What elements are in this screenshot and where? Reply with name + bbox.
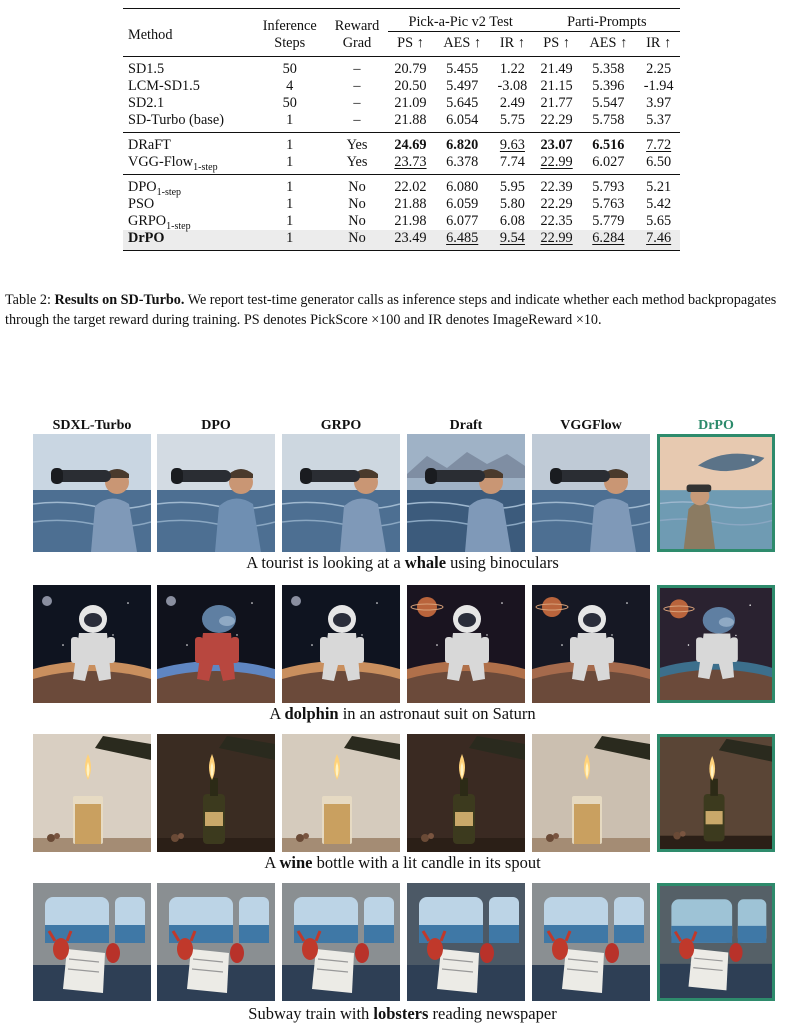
metric-cell (388, 230, 434, 251)
col-head-draft: Draft (449, 418, 483, 433)
metric-value: 5.497 (446, 78, 479, 94)
metric-value: 2.49 (499, 95, 525, 111)
metric-value: 21.77 (540, 95, 573, 111)
grad-cell: No (326, 175, 387, 197)
col-head-vggflow: VGGFlow (560, 418, 622, 433)
metric-value: 7.72 (646, 137, 672, 153)
metric-value: 2.25 (646, 61, 672, 77)
metric-cell (579, 230, 637, 251)
metric-cell (388, 154, 434, 175)
metric-value: 22.99 (540, 154, 573, 170)
method-name: SD2.1 (128, 95, 165, 111)
metric-cell (388, 112, 434, 133)
table-row (123, 196, 680, 213)
prompt-caption (0, 853, 805, 873)
results-table (123, 8, 680, 251)
header-metric: IR ↑ (499, 35, 525, 51)
metric-cell (433, 230, 491, 251)
caption-bold: Results on SD-Turbo. (54, 292, 185, 308)
prompt-text: bottle with a lit candle in its spout (312, 853, 541, 872)
prompt-text: using binoculars (446, 553, 559, 572)
metric-cell (534, 78, 580, 95)
metric-value: -1.94 (643, 78, 674, 94)
metric-value: 6.485 (446, 230, 479, 246)
metric-cell (534, 154, 580, 175)
generated-image (407, 434, 525, 552)
metric-value: 21.15 (540, 78, 573, 94)
generated-image (33, 585, 151, 703)
metric-cell (579, 95, 637, 112)
metric-value: 23.07 (540, 137, 573, 153)
steps-cell: 1 (253, 133, 326, 155)
method-subscript: 1-step (193, 161, 218, 173)
metric-value: 5.37 (646, 112, 672, 128)
method-name: DrPO (128, 230, 165, 246)
metric-value: 6.516 (592, 137, 625, 153)
table-row (123, 112, 680, 133)
metric-cell (637, 133, 680, 155)
steps-cell: 50 (282, 95, 297, 111)
generated-image (33, 734, 151, 852)
generated-image (282, 883, 400, 1001)
generated-image (157, 883, 275, 1001)
metric-value: 24.69 (394, 137, 427, 153)
col-head-drpo: DrPO (698, 418, 734, 433)
header-inference-steps (253, 9, 326, 57)
header-metric: PS ↑ (543, 35, 570, 51)
header-steps-line: Steps (274, 35, 306, 51)
metric-cell (433, 213, 491, 230)
method-name: PSO (128, 196, 155, 212)
header-grad-line: Reward (334, 18, 380, 34)
metric-value: 6.054 (446, 112, 479, 128)
metric-value: 7.46 (646, 230, 672, 246)
generated-image (282, 585, 400, 703)
prompt-caption (0, 704, 805, 724)
method-name: SD1.5 (128, 61, 165, 77)
grad-cell: Yes (346, 154, 368, 170)
metric-cell (534, 196, 580, 213)
caption-text-b: and IR denotes ImageReward (400, 312, 576, 328)
grad-cell: Yes (326, 133, 387, 155)
header-metric: IR ↑ (646, 35, 672, 51)
table-row (123, 133, 680, 155)
generated-image (532, 734, 650, 852)
metric-value: 5.758 (592, 112, 625, 128)
metric-value: 6.027 (592, 154, 625, 170)
metric-value: 22.39 (540, 179, 573, 195)
metric-value: 21.09 (394, 95, 427, 111)
metric-cell (579, 112, 637, 133)
metric-value: 5.358 (592, 61, 625, 77)
grad-cell: – (353, 95, 361, 111)
header-metric: PS ↑ (397, 35, 424, 51)
metric-value: 20.50 (394, 78, 427, 94)
metric-cell (433, 112, 491, 133)
metric-value: 21.88 (394, 112, 427, 128)
steps-cell: 1 (286, 154, 294, 170)
metric-cell (388, 57, 434, 79)
metric-cell (388, 213, 434, 230)
generated-image (407, 734, 525, 852)
metric-value: 6.08 (499, 213, 525, 229)
steps-cell: 1 (253, 230, 326, 251)
generated-image (657, 585, 775, 703)
metric-cell (433, 57, 491, 79)
generated-image (657, 734, 775, 852)
generated-image (532, 585, 650, 703)
metric-value: 5.793 (592, 179, 625, 195)
metric-value: 22.02 (394, 179, 427, 195)
method-subscript: 1-step (166, 220, 191, 232)
method-subscript: 1-step (156, 186, 182, 198)
metric-cell (579, 57, 637, 79)
steps-cell: 50 (253, 57, 326, 79)
method-cell (123, 112, 253, 133)
metric-cell (534, 213, 580, 230)
metric-cell (388, 95, 434, 112)
method-name: DPO (128, 179, 157, 195)
header-metric: AES ↑ (443, 35, 482, 51)
generated-image (157, 585, 275, 703)
header-steps-line: Inference (262, 18, 317, 34)
generated-image (407, 883, 525, 1001)
table-row (123, 230, 680, 251)
metric-cell (534, 57, 580, 79)
metric-value: 5.645 (446, 95, 479, 111)
metric-value: 22.29 (540, 196, 573, 212)
table-row (123, 154, 680, 175)
metric-value: 5.42 (646, 196, 672, 212)
metric-value: 5.80 (499, 196, 525, 212)
grad-cell: – (326, 57, 387, 79)
generated-image (157, 734, 275, 852)
metric-cell (388, 133, 434, 155)
metric-cell (637, 95, 680, 112)
generated-image (532, 434, 650, 552)
metric-value: 20.79 (394, 61, 427, 77)
prompt-text: reading newspaper (428, 1004, 557, 1023)
metric-cell (491, 78, 534, 95)
metric-cell (579, 78, 637, 95)
header-pickapic: Pick-a-Pic v2 Test (388, 9, 534, 32)
method-cell (123, 133, 253, 155)
metric-cell (491, 133, 534, 155)
metric-cell (388, 196, 434, 213)
metric-value: 23.73 (394, 154, 427, 170)
metric-cell (637, 196, 680, 213)
grad-cell: – (353, 112, 361, 128)
metric-value: 5.455 (446, 61, 479, 77)
caption-text-c: . (598, 312, 602, 328)
method-cell (123, 230, 253, 251)
metric-cell (534, 95, 580, 112)
metric-cell (491, 230, 534, 251)
metric-value: 7.74 (499, 154, 525, 170)
steps-cell: 1 (286, 112, 294, 128)
metric-value: 6.820 (446, 137, 479, 153)
metric-value: 22.35 (540, 213, 573, 229)
generated-image (657, 883, 775, 1001)
prompt-text: in an astronaut suit on Saturn (338, 704, 536, 723)
metric-cell (534, 230, 580, 251)
table-row (123, 213, 680, 230)
method-cell (123, 95, 253, 112)
method-name: GRPO (128, 213, 167, 229)
generated-image (657, 434, 775, 552)
metric-value: 6.077 (446, 213, 479, 229)
table-caption (5, 290, 803, 330)
metric-value: 9.63 (499, 137, 525, 153)
prompt-text: A (264, 853, 280, 872)
metric-cell (637, 213, 680, 230)
metric-cell (433, 95, 491, 112)
metric-cell (637, 154, 680, 175)
metric-cell (534, 112, 580, 133)
steps-cell: 1 (253, 175, 326, 197)
metric-value: 6.080 (446, 179, 479, 195)
generated-image (282, 734, 400, 852)
generated-image (532, 883, 650, 1001)
metric-cell (491, 175, 534, 197)
method-cell (123, 196, 253, 213)
metric-cell (433, 154, 491, 175)
header-parti: Parti-Prompts (534, 9, 680, 32)
method-cell (123, 78, 253, 95)
header-grad-line: Grad (342, 35, 372, 51)
metric-value: 5.95 (499, 179, 525, 195)
generated-image (157, 434, 275, 552)
generated-image (33, 434, 151, 552)
metric-cell (579, 196, 637, 213)
grad-cell: No (348, 196, 366, 212)
metric-value: 6.50 (646, 154, 672, 170)
metric-cell (433, 133, 491, 155)
col-head-grpo: GRPO (320, 418, 362, 433)
prompt-keyword: dolphin (284, 704, 339, 723)
metric-value: 5.75 (499, 112, 525, 128)
prompt-caption (0, 553, 805, 573)
prompt-keyword: lobsters (373, 1004, 429, 1023)
header-row-1 (123, 9, 680, 32)
metric-value: 5.779 (592, 213, 625, 229)
prompt-text: Subway train with (248, 1004, 374, 1023)
steps-cell: 1 (286, 213, 294, 229)
metric-value: 6.059 (446, 196, 479, 212)
grad-cell: – (353, 78, 361, 94)
table-row (123, 175, 680, 197)
metric-cell (433, 78, 491, 95)
metric-value: 9.54 (499, 230, 525, 246)
metric-cell (491, 213, 534, 230)
metric-cell (579, 175, 637, 197)
prompt-caption (0, 1004, 805, 1024)
steps-cell: 4 (286, 78, 294, 94)
metric-cell (579, 154, 637, 175)
caption-label: Table 2: (5, 292, 51, 308)
metric-cell (491, 57, 534, 79)
metric-cell (491, 196, 534, 213)
prompt-text: A (269, 704, 285, 723)
table-row (123, 95, 680, 112)
metric-value: 1.22 (499, 61, 525, 77)
caption-times-b: ×10 (575, 312, 599, 328)
metric-cell (433, 196, 491, 213)
header-method: Method (123, 9, 253, 57)
method-cell (123, 154, 253, 175)
table-row (123, 57, 680, 79)
method-cell (123, 175, 253, 197)
metric-cell (637, 175, 680, 197)
generated-image (407, 585, 525, 703)
metric-cell (579, 213, 637, 230)
metric-value: 5.547 (592, 95, 625, 111)
metric-cell (534, 133, 580, 155)
caption-text-a: We report test-time generator calls as inference steps and indicate whether each method backpropagates through the target reward during training. PS denotes PickScore (5, 292, 777, 328)
grad-cell: No (348, 213, 366, 229)
method-name: VGG-Flow (128, 154, 194, 170)
metric-cell (388, 175, 434, 197)
prompt-keyword: wine (279, 853, 313, 872)
metric-value: 5.65 (646, 213, 672, 229)
metric-value: 6.284 (592, 230, 625, 246)
method-cell (123, 57, 253, 79)
metric-value: 22.29 (540, 112, 573, 128)
header-metric: AES ↑ (589, 35, 628, 51)
metric-value: 5.763 (592, 196, 625, 212)
header-reward-grad (326, 9, 387, 57)
metric-value: 6.378 (446, 154, 479, 170)
col-head-dpo: DPO (201, 418, 231, 433)
metric-cell (491, 95, 534, 112)
caption-times-a: ×100 (371, 312, 401, 328)
metric-cell (491, 112, 534, 133)
grad-cell: No (326, 230, 387, 251)
metric-cell (534, 175, 580, 197)
table-row (123, 78, 680, 95)
metric-cell (388, 78, 434, 95)
method-name: SD-Turbo (base) (128, 112, 224, 128)
metric-cell (491, 154, 534, 175)
metric-value: 22.99 (540, 230, 573, 246)
metric-cell (637, 230, 680, 251)
method-name: DRaFT (128, 137, 171, 153)
prompt-keyword: whale (404, 553, 447, 572)
metric-cell (579, 133, 637, 155)
method-cell (123, 213, 253, 230)
metric-value: 23.49 (394, 230, 427, 246)
metric-value: 21.49 (540, 61, 573, 77)
metric-value: 5.396 (592, 78, 625, 94)
method-name: LCM-SD1.5 (128, 78, 200, 94)
metric-value: 21.88 (394, 196, 427, 212)
metric-value: -3.08 (497, 78, 528, 94)
metric-cell (637, 112, 680, 133)
generated-image (33, 883, 151, 1001)
metric-cell (433, 175, 491, 197)
metric-cell (637, 78, 680, 95)
steps-cell: 1 (286, 196, 294, 212)
metric-value: 5.21 (646, 179, 672, 195)
prompt-text: A tourist is looking at a (246, 553, 405, 572)
generated-image (282, 434, 400, 552)
metric-cell (637, 57, 680, 79)
metric-value: 21.98 (394, 213, 427, 229)
col-head-sdxl-turbo: SDXL-Turbo (52, 418, 132, 433)
metric-value: 3.97 (646, 95, 672, 111)
